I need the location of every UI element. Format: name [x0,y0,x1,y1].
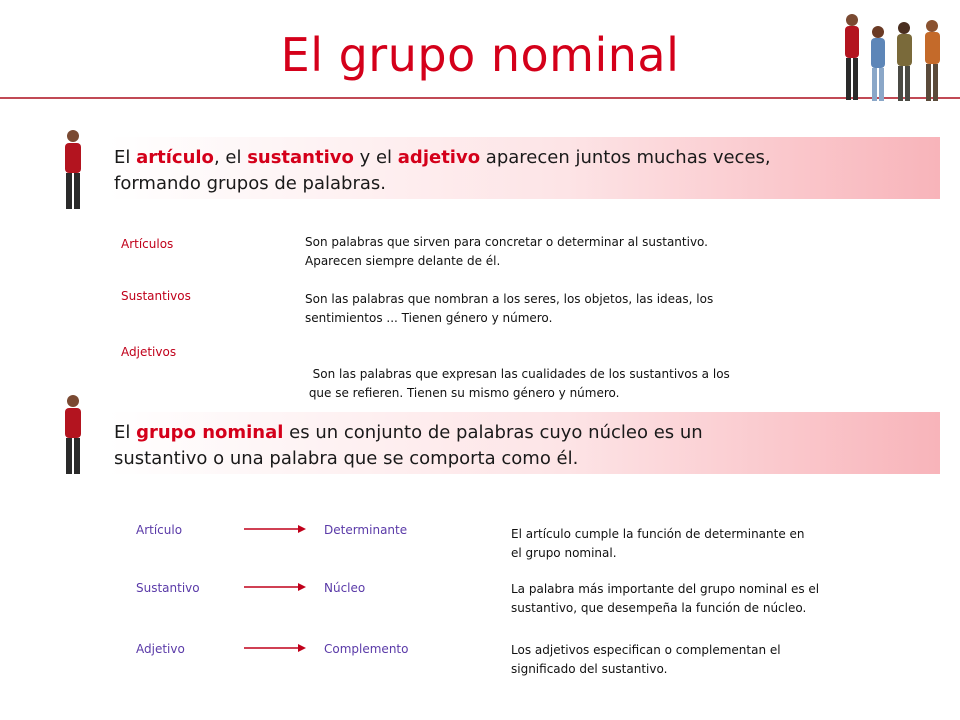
definition-line: Son palabras que sirven para concretar o determinar al sustantivo. [305,235,708,249]
intro-text-part: y el [353,147,398,168]
intro-text-line2: formando grupos de palabras. [114,173,387,194]
intro-banner [108,137,940,199]
word-adjetivo: Adjetivo [136,642,185,656]
definition-articulos [305,233,835,271]
function-desc-line: sustantivo, que desempeña la función de núcleo. [511,601,807,615]
function-desc-line: significado del sustantivo. [511,662,668,676]
intro-text-part: aparecen juntos muchas veces, [480,147,771,168]
definition-line: sentimientos ... Tienen género y número. [305,311,553,325]
function-desc-line: La palabra más importante del grupo nominal es el [511,582,820,596]
function-desc-articulo [511,525,901,563]
term-adjetivos: Adjetivos [121,345,177,359]
role-complemento: Complemento [324,642,409,656]
intro-text [114,145,934,197]
highlight-grupo-nominal: grupo nominal [136,422,284,443]
page-title: El grupo nominal [280,28,680,82]
function-desc-line: el grupo nominal. [511,546,617,560]
definition-adjetivos [305,346,835,403]
banner-text-part: es un conjunto de palabras cuyo núcleo es un [283,422,703,443]
grupo-nominal-text [114,420,934,472]
definition-line: Aparecen siempre delante de él. [305,254,501,268]
definition-sustantivos [305,290,835,328]
function-desc-adjetivo [511,641,901,679]
definition-line: que se refieren. Tienen su mismo género y número. [305,386,620,400]
intro-text-part: El [114,147,137,168]
word-articulo: Artículo [136,523,183,537]
grupo-nominal-banner [108,412,940,474]
highlight-articulo: artículo [136,147,214,168]
highlight-sustantivo: sustantivo [247,147,354,168]
intro-text-part: , el [213,147,248,168]
word-sustantivo: Sustantivo [136,581,200,595]
function-desc-sustantivo [511,580,901,618]
banner-text-line2: sustantivo o una palabra que se comporta como él. [114,448,579,469]
arrow-right-icon [244,524,306,534]
term-articulos: Artículos [121,237,174,251]
person-icon [58,393,88,477]
group-people-icon [836,8,958,104]
role-nucleo: Núcleo [324,581,366,595]
function-desc-line: Los adjetivos especifican o complementan el [511,643,781,657]
definition-line: Son las palabras que nombran a los seres, los objetos, las ideas, los [305,292,714,306]
function-desc-line: El artículo cumple la función de determinante en [511,527,805,541]
banner-text-part: El [114,422,137,443]
term-sustantivos: Sustantivos [121,289,191,303]
title-divider [0,97,960,99]
arrow-right-icon [244,643,306,653]
definition-line: Son las palabras que expresan las cualidades de los sustantivos a los [312,367,730,381]
role-determinante: Determinante [324,523,408,537]
arrow-right-icon [244,582,306,592]
highlight-adjetivo: adjetivo [397,147,481,168]
person-icon [58,128,88,212]
